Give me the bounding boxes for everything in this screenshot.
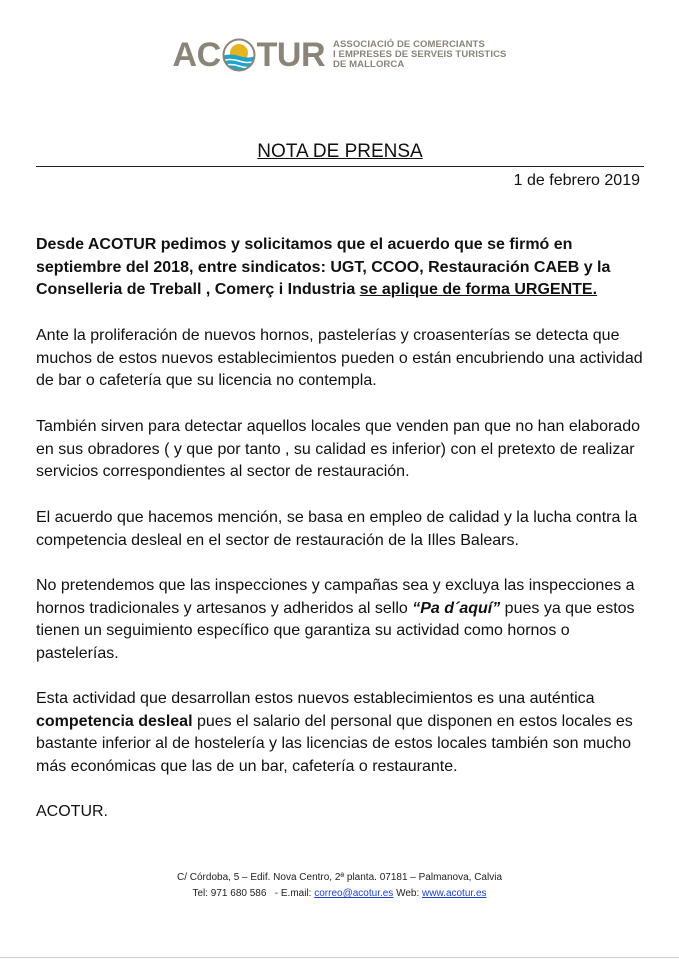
logo-word-right: TUR <box>256 36 326 74</box>
footer-contact <box>0 886 679 902</box>
competition-text-after: pues el salario del personal que disponen en estos locales es bastante inferior al de hostelería y las licencias de estos locales también son mucho más económicas que las de un bar, cafetería o restaurante. <box>36 712 633 775</box>
email-link[interactable]: correo@acotur.es <box>314 888 394 899</box>
letterhead <box>0 38 679 72</box>
title-text: NOTA DE PRENSA <box>257 141 423 162</box>
title-divider <box>36 166 644 167</box>
document-title <box>36 140 644 164</box>
intro-paragraph <box>36 234 648 302</box>
logo-tagline <box>333 40 506 70</box>
footer-tel: Tel: 971 680 586 <box>192 888 267 899</box>
paragraph-unfair-competition <box>36 688 648 778</box>
acotur-logo <box>173 38 507 72</box>
seal-name: “Pa d´aquí” <box>412 599 501 617</box>
document-date: 1 de febrero 2019 <box>513 172 640 189</box>
paragraph-detection: También sirven para detectar aquellos locales que venden pan que no han elaborado en sus obradores ( y que por tanto , su calidad es inferior) con el pretexto de realizar servicios correspondientes al sector de restauración. <box>36 418 640 480</box>
paragraph-proliferation: Ante la proliferación de nuevos hornos, pastelerías y croasenterías se detecta que muchos de estos nuevos establecimientos pueden o están encubriendo una actividad de bar o cafetería que su licencia no contempla. <box>36 327 643 389</box>
tagline-line: DE MALLORCA <box>333 59 405 70</box>
page-bottom-edge <box>0 957 679 958</box>
paragraph-inspections <box>36 575 648 665</box>
competition-bold: competencia desleal <box>36 712 193 730</box>
footer-address: C/ Córdoba, 5 – Edif. Nova Centro, 2ª planta. 07181 – Palmanova, Calvia <box>177 872 502 883</box>
footer-separator: - <box>274 888 279 899</box>
sun-sea-icon <box>222 38 256 72</box>
logo-wordmark <box>173 38 326 72</box>
inspections-text-after: pues ya que estos tienen un seguimiento específico que garantiza su actividad como hornos o pastelerías. <box>36 599 635 662</box>
footer-web-label: Web: <box>396 888 420 899</box>
tagline-line: I EMPRESES DE SERVEIS TURISTICS <box>333 49 507 60</box>
logo-word-left: AC <box>172 36 221 74</box>
competition-text-before: Esta actividad que desarrollan estos nuevos establecimientos es una auténtica <box>36 690 595 707</box>
tagline-line: ASSOCIACIÓ DE COMERCIANTS <box>333 39 485 50</box>
inspections-text-before: No pretendemos que las inspecciones y campañas sea y excluya las inspecciones a hornos tradicionales y artesanos y adheridos al sello <box>36 577 635 617</box>
intro-emphasis: se aplique de forma URGENTE. <box>359 281 598 298</box>
website-link[interactable]: www.acotur.es <box>422 888 487 899</box>
paragraph-agreement: El acuerdo que hacemos mención, se basa en empleo de calidad y la lucha contra la competencia desleal en el sector de restauración de la Illes Balears. <box>36 509 638 549</box>
signature: ACOTUR. <box>36 803 108 820</box>
intro-lead: Desde ACOTUR pedimos y solicitamos que el acuerdo que se firmó en septiembre del 2018, entre sindicatos: UGT, CCOO, Restauración CAEB y la Conselleria de Treball , Comerç i Industria <box>36 236 611 298</box>
footer-email-label: E.mail: <box>280 888 312 899</box>
